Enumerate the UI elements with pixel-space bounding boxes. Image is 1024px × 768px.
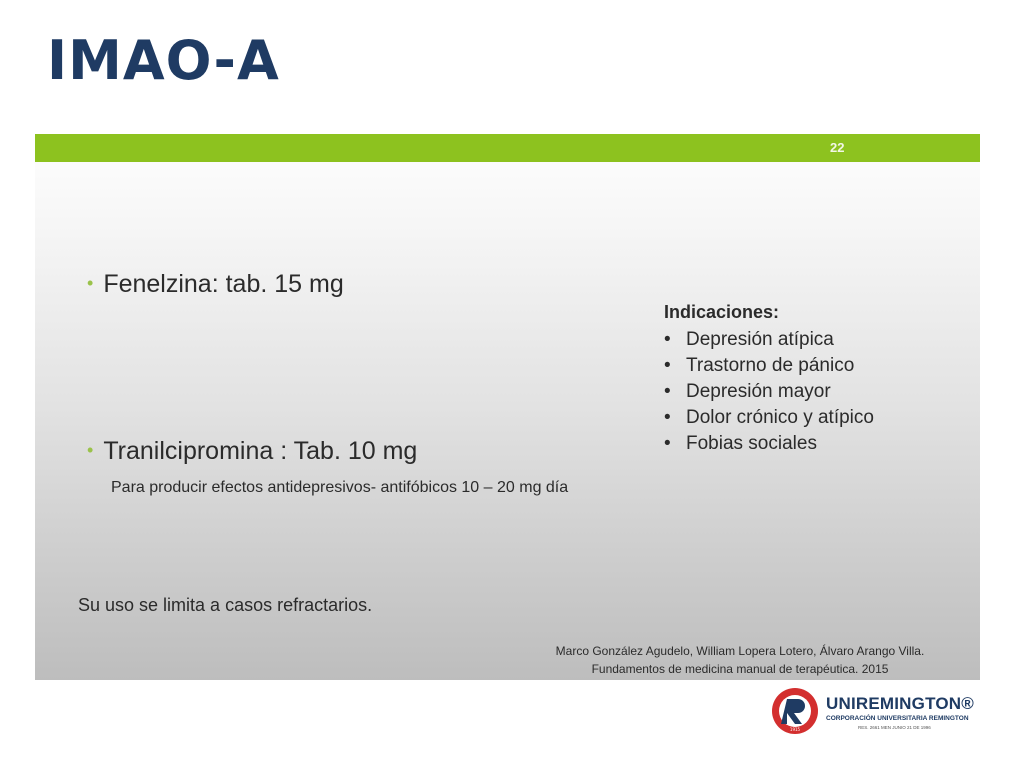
indication-item: • Fobias sociales xyxy=(664,431,874,457)
usage-note: Su uso se limita a casos refractarios. xyxy=(78,595,373,615)
bullet-dot-icon: • xyxy=(87,273,94,293)
slide-number: 22 xyxy=(830,140,845,155)
indication-item: • Dolor crónico y atípico xyxy=(664,405,874,431)
indications-block xyxy=(664,302,874,457)
slide-header-bar xyxy=(35,134,980,162)
indications-list xyxy=(664,327,874,457)
bullet-dot-icon: • xyxy=(664,329,671,350)
drug-fenelzina-text: Fenelzina: tab. 15 mg xyxy=(103,270,344,298)
indication-item: • Trastorno de pánico xyxy=(664,353,874,379)
bullet-dot-icon: • xyxy=(87,440,94,460)
bullet-dot-icon: • xyxy=(664,433,671,454)
uniremington-logo xyxy=(770,686,980,738)
slide-image xyxy=(35,134,980,680)
page-title: IMAO-A xyxy=(47,29,280,92)
logo-name: UNIREMINGTON® xyxy=(826,694,974,713)
indication-item: • Depresión mayor xyxy=(664,379,874,405)
indication-item: • Depresión atípica xyxy=(664,327,874,353)
citation-authors: Marco González Agudelo, William Lopera Lotero, Álvaro Arango Villa. xyxy=(555,644,925,658)
logo-subtitle: CORPORACIÓN UNIVERSITARIA REMINGTON xyxy=(826,715,969,722)
citation-source: Fundamentos de medicina manual de terapéutica. 2015 xyxy=(591,662,889,676)
drug-tranilcipromina-text: Tranilcipromina : Tab. 10 mg xyxy=(103,437,418,465)
bullet-dot-icon: • xyxy=(664,381,671,402)
citation xyxy=(530,642,950,678)
bullet-dot-icon: • xyxy=(664,407,671,428)
logo-resolution: RES. 2661 MEN JUNIO 21 DE 1996 xyxy=(858,725,931,730)
drug-fenelzina xyxy=(87,270,344,299)
dosage-detail: Para producir efectos antidepresivos- antifóbicos 10 – 20 mg día xyxy=(111,479,569,496)
indications-heading: Indicaciones: xyxy=(664,302,780,322)
uniremington-emblem-icon xyxy=(770,686,820,736)
svg-text:1915: 1915 xyxy=(789,727,801,732)
bullet-dot-icon: • xyxy=(664,355,671,376)
drug-tranilcipromina xyxy=(87,437,417,466)
